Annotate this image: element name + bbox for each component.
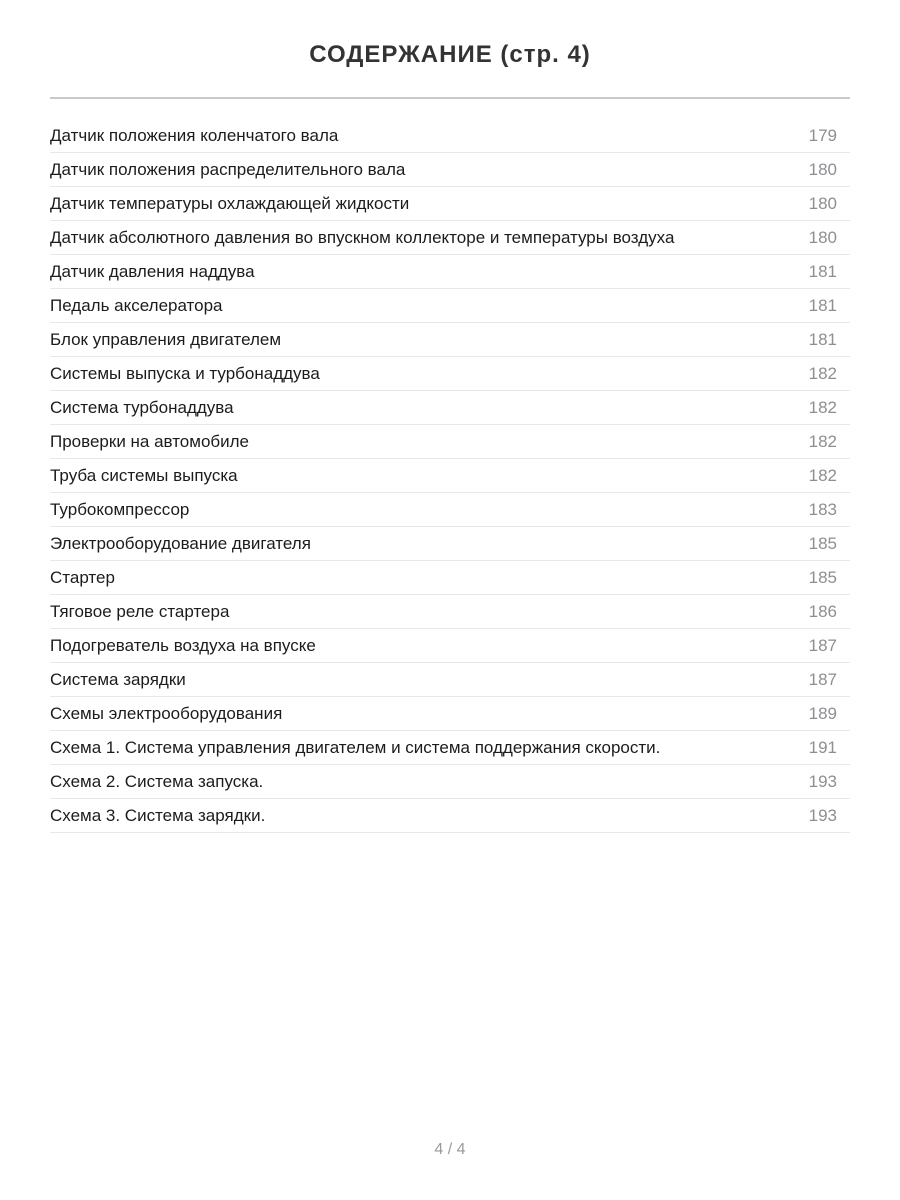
toc-entry-label: Турбокомпрессор: [50, 499, 190, 519]
toc-entry-page-number: 180: [808, 159, 837, 179]
toc-entry-label: Труба системы выпуска: [50, 465, 238, 485]
toc-entry-row: [50, 289, 850, 323]
toc-entry-label: Электрооборудование двигателя: [50, 533, 311, 553]
toc-entry-label: Датчик положения коленчатого вала: [50, 125, 339, 145]
toc-entry-page-number: 187: [808, 669, 837, 689]
toc-entry-row: [50, 255, 850, 289]
toc-entry-row: [50, 799, 850, 833]
toc-entry-label: Системы выпуска и турбонаддува: [50, 363, 320, 383]
toc-entry-page-number: 185: [808, 567, 837, 587]
toc-entry-row: [50, 527, 850, 561]
page-title: СОДЕРЖАНИЕ (стр. 4): [309, 41, 591, 68]
toc-entry-label: Блок управления двигателем: [50, 329, 282, 349]
toc-entry-label: Схема 1. Система управления двигателем и система поддержания скорости.: [50, 737, 661, 757]
toc-entry-page-number: 182: [808, 465, 837, 485]
toc-entry-label: Датчик абсолютного давления во впускном коллекторе и температуры воздуха: [50, 227, 675, 247]
toc-list: [50, 99, 850, 833]
toc-entry-row: [50, 697, 850, 731]
toc-entry-label: Схемы электрооборудования: [50, 703, 283, 723]
toc-entry-row: [50, 629, 850, 663]
toc-entry-row: [50, 323, 850, 357]
toc-entry-page-number: 182: [808, 431, 837, 451]
toc-entry-label: Датчик температуры охлаждающей жидкости: [50, 193, 410, 213]
toc-entry-label: Подогреватель воздуха на впуске: [50, 635, 316, 655]
toc-entry-row: [50, 459, 850, 493]
toc-entry-row: [50, 119, 850, 153]
toc-entry-page-number: 181: [808, 261, 837, 281]
toc-entry-page-number: 185: [808, 533, 837, 553]
toc-entry-row: [50, 187, 850, 221]
toc-entry-page-number: 191: [808, 737, 837, 757]
toc-entry-label: Проверки на автомобиле: [50, 431, 250, 451]
toc-entry-page-number: 180: [808, 193, 837, 213]
toc-entry-row: [50, 153, 850, 187]
toc-entry-row: [50, 493, 850, 527]
toc-entry-label: Схема 2. Система запуска.: [50, 771, 264, 791]
toc-entry-label: Система зарядки: [50, 669, 186, 689]
toc-entry-page-number: 182: [808, 397, 837, 417]
toc-entry-label: Датчик положения распределительного вала: [50, 159, 406, 179]
toc-entry-row: [50, 221, 850, 255]
toc-entry-page-number: 189: [808, 703, 837, 723]
toc-entry-page-number: 181: [808, 329, 837, 349]
toc-entry-row: [50, 561, 850, 595]
toc-entry-row: [50, 765, 850, 799]
toc-entry-label: Педаль акселератора: [50, 295, 223, 315]
toc-entry-page-number: 181: [808, 295, 837, 315]
toc-entry-page-number: 193: [808, 771, 837, 791]
toc-entry-page-number: 187: [808, 635, 837, 655]
toc-entry-label: Система турбонаддува: [50, 397, 234, 417]
toc-entry-label: Тяговое реле стартера: [50, 601, 230, 621]
toc-entry-row: [50, 731, 850, 765]
toc-entry-row: [50, 391, 850, 425]
toc-entry-label: Датчик давления наддува: [50, 261, 255, 281]
page-indicator: 4 / 4: [434, 1141, 466, 1158]
toc-entry-page-number: 182: [808, 363, 837, 383]
toc-entry-row: [50, 425, 850, 459]
toc-entry-row: [50, 663, 850, 697]
toc-entry-page-number: 186: [808, 601, 837, 621]
toc-entry-row: [50, 357, 850, 391]
toc-entry-page-number: 179: [808, 125, 837, 145]
toc-entry-page-number: 180: [808, 227, 837, 247]
toc-entry-page-number: 183: [808, 499, 837, 519]
toc-entry-page-number: 193: [808, 805, 837, 825]
toc-entry-label: Схема 3. Система зарядки.: [50, 805, 266, 825]
toc-entry-label: Стартер: [50, 567, 115, 587]
toc-entry-row: [50, 595, 850, 629]
